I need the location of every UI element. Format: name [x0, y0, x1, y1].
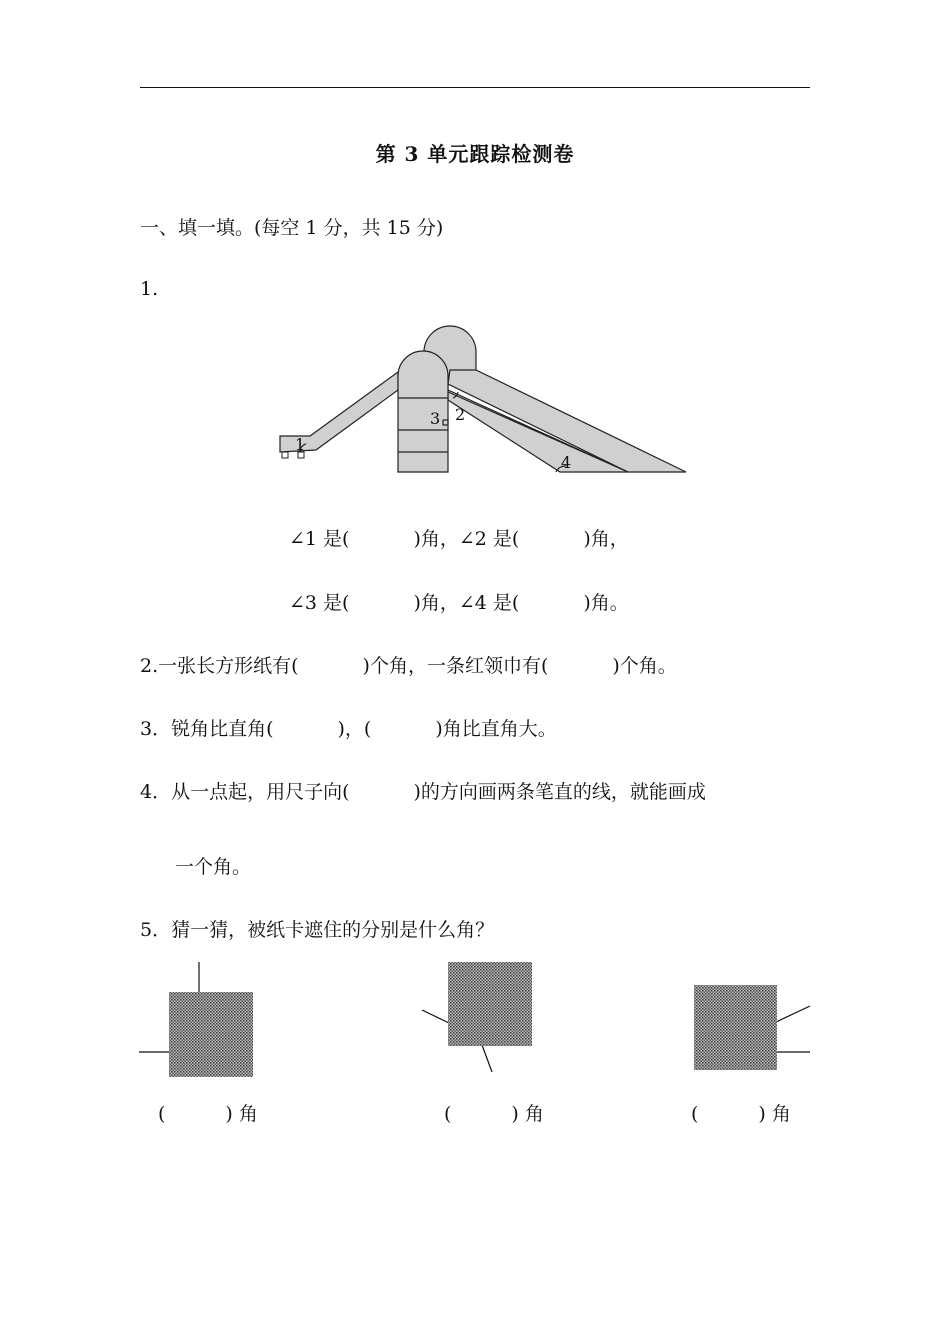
- page-title: 第 3 单元跟踪检测卷: [375, 142, 575, 166]
- angle-label-1: 1: [295, 435, 306, 454]
- question-5: 5．猜一猜，被纸卡遮住的分别是什么角？: [140, 919, 495, 941]
- angle-label-2: 2: [455, 405, 466, 424]
- question-2: 2.一张长方形纸有( )个角，一条红领巾有( )个角。: [140, 655, 677, 677]
- section-heading: 一、填一填。(每空 1 分，共 15 分): [140, 217, 444, 239]
- angle-label-3: 3: [430, 409, 441, 428]
- answer-1: ( ) 角: [158, 1103, 258, 1125]
- angle-label-4: 4: [561, 453, 572, 472]
- question-4-cont: 一个角。: [175, 856, 252, 878]
- cover-card-1: [169, 992, 253, 1077]
- question-1-label: 1.: [140, 278, 159, 300]
- cover-card-2: [448, 962, 532, 1046]
- answer-2: ( ) 角: [444, 1103, 544, 1125]
- cover-card-3: [694, 985, 777, 1070]
- answer-3: ( ) 角: [691, 1103, 791, 1125]
- question-3: 3．锐角比直角( )，( )角比直角大。: [140, 718, 557, 740]
- q1-line2: ∠3 是( )角，∠4 是( )角。: [289, 592, 629, 614]
- q1-line1: ∠1 是( )角，∠2 是( )角，: [289, 528, 629, 550]
- question-4: 4．从一点起，用尺子向( )的方向画两条笔直的线，就能画成: [140, 781, 706, 803]
